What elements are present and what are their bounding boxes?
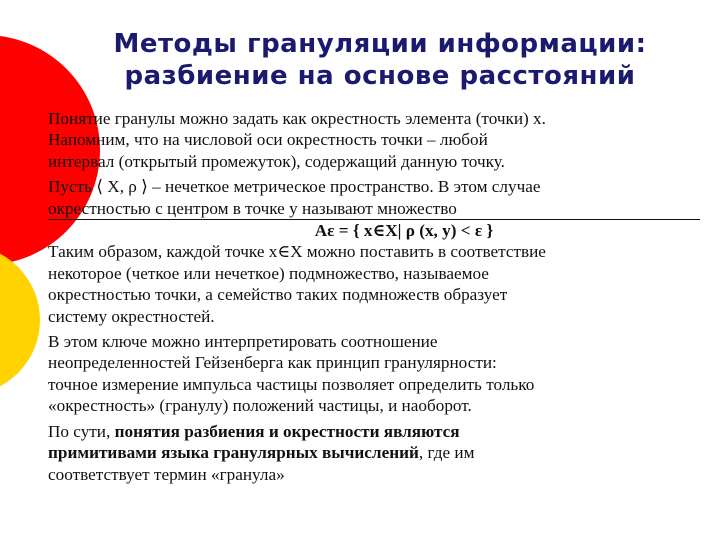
paragraph-5-bold-2: примитивами языка гранулярных вычислений (48, 443, 419, 463)
paragraph-1-line-3: интервал (открытый промежуток), содержащий данную точку. (48, 151, 505, 171)
slide-title-line-1: Методы грануляции информации: (113, 29, 647, 59)
slide-body (48, 108, 700, 485)
slide-title-line-2: разбиение на основе расстояний (124, 61, 636, 91)
paragraph-2-line-2 (48, 198, 700, 220)
paragraph-1-line-1: Понятие гранулы можно задать как окрестность элемента (точки) x. (48, 109, 546, 128)
decorative-yellow-circle (0, 245, 40, 395)
paragraph-4-line-3: точное измерение импульса частицы позволяет определить только (48, 374, 535, 394)
paragraph-5-tail: , где им (418, 443, 475, 463)
paragraph-5-line-3: соответствует термин «гранула» (48, 464, 285, 484)
paragraph-5-line-2 (48, 442, 700, 463)
paragraph-2-line-1: Пусть ⟨ X, ρ ⟩ – нечеткое метрическое пространство. В этом случае (48, 177, 541, 197)
paragraph-1-line-2: Напомним, что на числовой оси окрестность точки – любой (48, 130, 488, 150)
slide-title (40, 28, 720, 92)
underlined-definition: окрестностью с центром в точке y называют множество (48, 198, 700, 220)
neighborhood-formula: Aε = { x∈X| ρ (x, y) < ε } (314, 221, 494, 241)
paragraph-4-line-2: неопределенностей Гейзенберга как принцип гранулярности: (48, 353, 497, 373)
paragraph-4-line-1: В этом ключе можно интерпретировать соотношение (48, 332, 438, 352)
paragraph-5-line-1 (48, 421, 700, 442)
paragraph-3-line-1: Таким образом, каждой точке x∈X можно поставить в соответствие (48, 242, 546, 262)
paragraph-4-line-4: «окрестность» (гранулу) положений частицы, и наоборот. (48, 396, 472, 416)
paragraph-3-line-2: некоторое (четкое или нечеткое) подмножество, называемое (48, 263, 489, 283)
paragraph-5-intro: По сути, (48, 421, 115, 441)
paragraph-3-line-4: систему окрестностей. (48, 306, 215, 326)
paragraph-5-bold-1: понятия разбиения и окрестности являются (114, 421, 460, 441)
paragraph-3-line-3: окрестностью точки, а семейство таких подмножеств образует (48, 285, 508, 305)
